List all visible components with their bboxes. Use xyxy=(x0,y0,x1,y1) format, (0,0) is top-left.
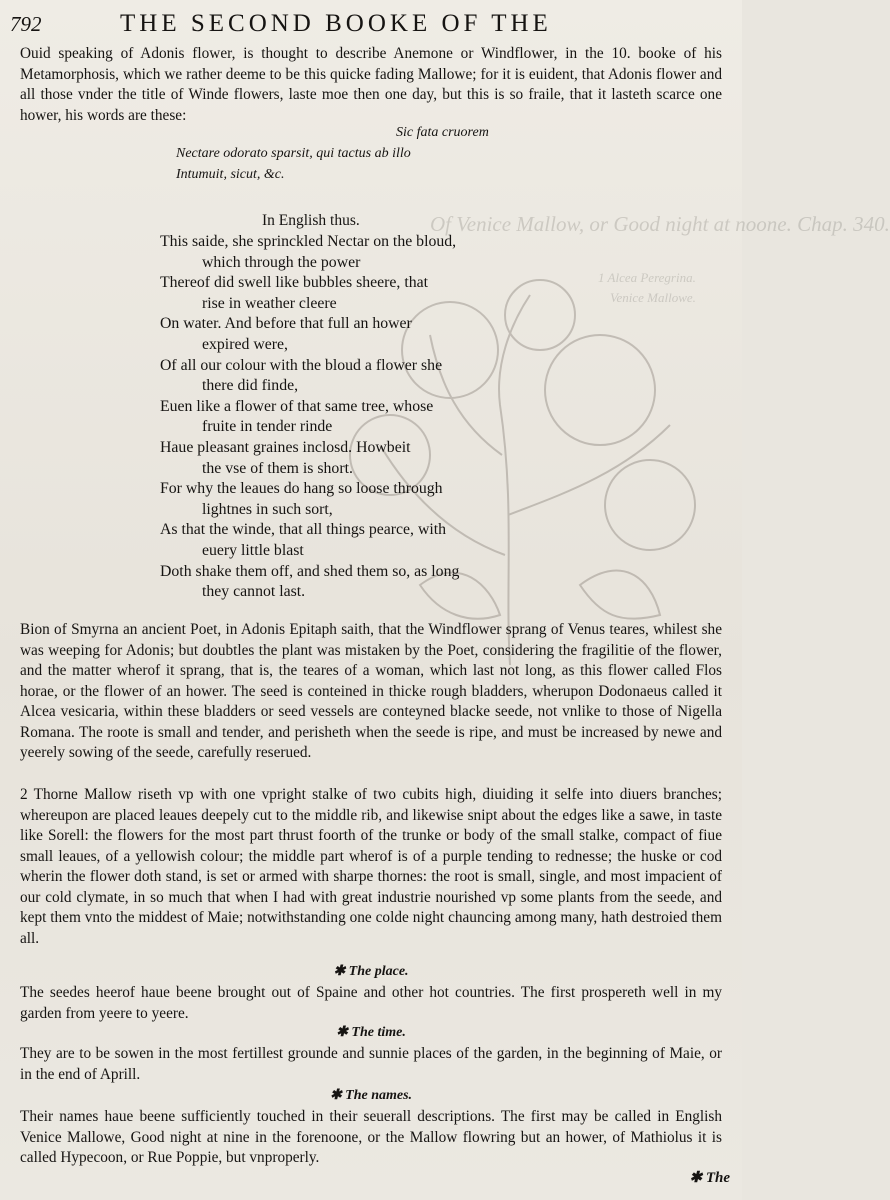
poem-line: Thereof did swell like bubbles sheere, that xyxy=(160,274,429,292)
catchword: ✱ The xyxy=(689,1170,730,1186)
latin-verse xyxy=(176,122,536,185)
section-heading-place: ✱ The place. xyxy=(333,964,409,979)
poem-line: rise in weather cleere xyxy=(202,294,337,312)
poem-line: On water. And before that full an hower xyxy=(160,315,412,333)
time-text: They are to be sowen in the most fertillest grounde and sunnie places of the garden, in the beginning of Maie, or in the end of Aprill. xyxy=(20,1045,722,1083)
poem-line: lightnes in such sort, xyxy=(202,500,333,518)
intro-paragraph: Ouid speaking of Adonis flower, is thought to describe Anemone or Windflower, in the 10. booke of his Metamorphosis, which we rather deeme to be this quicke fading Mallowe; for it is euident, that Adonis flower and all those vnder the title of Winde flowers, laste moe then one day, but this is so fraile, that it lasteth scarce one hower, his words are these: xyxy=(20,45,722,124)
poem-line: euery little blast xyxy=(202,541,304,559)
latin-verse-line: Sic fata cruorem xyxy=(396,125,489,140)
latin-verse-line: Nectare odorato sparsit, qui tactus ab illo xyxy=(176,146,411,161)
poem-line: fruite in tender rinde xyxy=(202,418,333,436)
poem-title: In English thus. xyxy=(262,212,360,229)
poem-line: they cannot last. xyxy=(202,583,306,601)
running-head: THE SECOND BOOKE OF THE xyxy=(120,10,552,37)
poem-line: Haue pleasant graines inclosd. Howbeit xyxy=(160,438,411,456)
poem-line: Euen like a flower of that same tree, whose xyxy=(160,397,434,415)
show-through-margin-latin: 1 Alcea Peregrina. xyxy=(598,270,696,285)
page-number: 792 xyxy=(10,12,42,36)
latin-verse-line: Intumuit, sicut, &c. xyxy=(176,167,285,182)
names-text: Their names haue beene sufficiently touched in their seuerall descriptions. The first may be called in English Venice Mallowe, Good night at nine in the forenoone, or the Mallow flowring but an hower, of Mathiolus it is called Hypecoon, or Rue Poppie, but vnproperly. xyxy=(20,1108,722,1166)
poem-line: For why the leaues do hang so loose through xyxy=(160,480,443,498)
poem-line: As that the winde, that all things pearce, with xyxy=(160,521,447,539)
poem-line: expired were, xyxy=(202,335,288,353)
section-heading-names: ✱ The names. xyxy=(329,1088,413,1103)
poem-line: which through the power xyxy=(202,253,361,271)
show-through-margin-english: Venice Mallowe. xyxy=(610,290,696,305)
poem-line: This saide, she sprinckled Nectar on the bloud, xyxy=(160,233,457,250)
poem-line: the vse of them is short. xyxy=(202,459,353,477)
bion-paragraph: Bion of Smyrna an ancient Poet, in Adonis Epitaph saith, that the Windflower sprang of Venus teares, whilest she was weeping for Adonis; but doubtles the plant was mistaken by the Poet, considering the fragilitie of the flower, and the matter wherof it sprang, that is, the teares of a woman, which last not long, as this flower called Flos horae, or the flower of an hower. The seed is conteined in thicke rough bladders, wherupon Dodonaeus called it Alcea vesicaria, within these bladders or seed vessels are conteyned blacke seede, not vnlike to those of Nigella Romana. The roote is small and tender, and perisheth when the seede is ripe, and must be increased by newe and yeerely sowing of the seede, carefully reserued. xyxy=(20,621,722,761)
place-text: The seedes heerof haue beene brought out of Spaine and other hot countries. The first prospereth well in my garden from yeere to yeere. xyxy=(20,984,722,1022)
poem-line: Doth shake them off, and shed them so, as long xyxy=(160,562,460,580)
section-heading-time: ✱ The time. xyxy=(336,1025,406,1040)
poem-line: Of all our colour with the bloud a flower she xyxy=(160,356,443,374)
english-poem xyxy=(160,232,520,603)
poem-line: there did finde, xyxy=(202,377,299,395)
thorne-mallow-description: 2 Thorne Mallow riseth vp with one vpright stalke of two cubits high, diuiding it selfe into diuers branches; whereupon are placed leaues deepely cut to the middle rib, and likewise snipt about the edges like a sawe, in taste like Sorell: the flowers for the most part thrust foorth of the trunke or body of the small stalke, compact of fiue small leaues, of a yellowish colour; the middle part wherof is of a purple tending to rednesse; the huske or cod wherin the flower doth stand, is set or armed with sharpe thornes: the root is small, single, and most impacient of our cold clymate, in so much that when I had with great industrie nourished vp some plants from the seede, and kept them vnto the middest of Maie; notwithstanding one colde night chauncing among many, hath destroied them all. xyxy=(20,786,722,947)
show-through-chapter-title: Of Venice Mallow, or Good night at noone. Chap. 340. xyxy=(430,212,890,236)
page-header xyxy=(10,10,732,42)
